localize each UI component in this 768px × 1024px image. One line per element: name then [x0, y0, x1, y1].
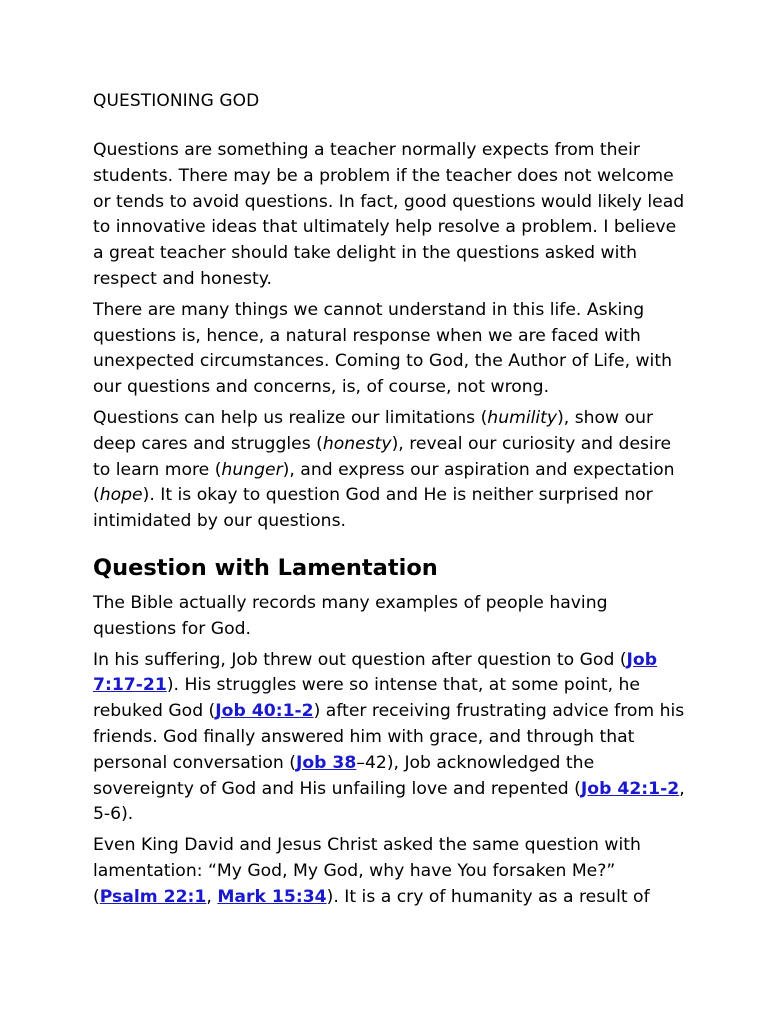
text-run: ), reveal our curiosity and desire to learn more (: [93, 433, 672, 480]
document-page: [93, 88, 685, 916]
document-title: QUESTIONING GOD: [93, 91, 260, 111]
link-psalm-22-1[interactable]: Psalm 22:1: [99, 886, 207, 907]
link-job-38[interactable]: Job 38: [295, 752, 357, 773]
text-run: In his suffering, Job threw out question after question to God (: [93, 649, 627, 670]
section-heading: Question with Lamentation: [93, 554, 438, 581]
text-run: Even King David and Jesus Christ asked the same question with lamentation: “My God, My God, why have You forsaken Me?” (: [93, 835, 641, 907]
text-run: ,: [206, 886, 218, 907]
section-paragraph-1: The Bible actually records many examples of people having questions for God.: [93, 592, 608, 639]
intro-paragraph-1: Questions are something a teacher normally expects from their students. There may be a problem if the teacher does not welcome or tends to avoid questions. In fact, good questions would likely lead to innovative ideas that ultimately help resolve a problem. I believe a great teacher should take delight in the questions asked with respect and honesty.: [93, 140, 685, 289]
intro-paragraph-3: [93, 406, 685, 535]
link-job-40-1-2[interactable]: Job 40:1-2: [215, 701, 314, 722]
section-paragraph-2: [93, 648, 685, 829]
link-job-7-17-21[interactable]: Job 7:17-21: [93, 649, 658, 696]
emphasis-humility: humility: [487, 407, 558, 428]
text-run: ), show our deep cares and struggles (: [93, 407, 654, 454]
section-paragraph-3: [93, 833, 685, 910]
text-run: ). It is a cry of humanity as a result of: [326, 886, 650, 907]
text-run: , 5-6).: [93, 778, 685, 825]
intro-paragraph-2: There are many things we cannot understand in this life. Asking questions is, hence, a natural response when we are faced with unexpected circumstances. Coming to God, the Author of Life, with our questions and concerns, is, of course, not wrong.: [93, 299, 672, 398]
link-job-42-1-2[interactable]: Job 42:1-2: [580, 778, 680, 799]
emphasis-hunger: hunger: [221, 459, 283, 480]
emphasis-honesty: honesty: [322, 433, 392, 454]
text-run: ), and express our aspiration and expectation (: [93, 459, 675, 506]
emphasis-hope: hope: [99, 485, 143, 506]
text-run: ). His struggles were so intense that, at some point, he rebuked God (: [93, 675, 641, 722]
text-run: ). It is okay to question God and He is neither surprised nor intimidated by our questions.: [93, 485, 653, 532]
link-mark-15-34[interactable]: Mark 15:34: [217, 886, 327, 907]
text-run: Questions can help us realize our limitations (: [93, 407, 488, 428]
text-run: ) after receiving frustrating advice from his friends. God finally answered him with grace, and through that personal conversation (: [93, 701, 685, 773]
text-run: –42), Job acknowledged the sovereignty of God and His unfailing love and repented (: [93, 752, 595, 799]
